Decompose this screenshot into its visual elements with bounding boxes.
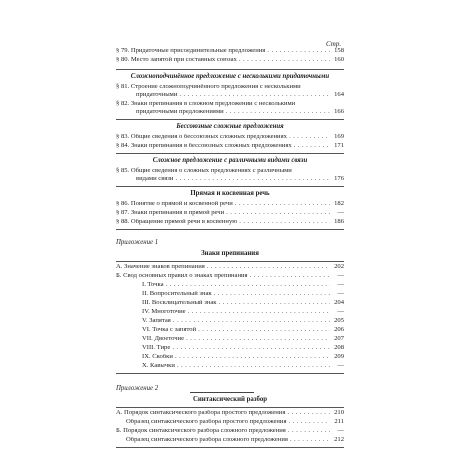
- toc-entry-page: 208: [334, 344, 344, 351]
- toc-entry-text: § 84. Знаки препинания в бессоюзных сложных предложениях . . .: [116, 143, 330, 150]
- toc-entry: [116, 428, 344, 437]
- section-divider: [116, 229, 344, 230]
- toc-entry: [116, 201, 344, 210]
- toc-entry-page: —: [337, 290, 344, 297]
- toc-entry-page: 182: [334, 200, 344, 207]
- section-title: Сложноподчинённое предложение с несколькими придаточными: [130, 73, 330, 80]
- toc-entry: [142, 282, 344, 291]
- section-divider: [116, 373, 344, 374]
- toc-entry-text: VIII. Тире . . .: [142, 345, 330, 352]
- toc-entry: [116, 84, 344, 100]
- toc-entry-page: 204: [334, 299, 344, 306]
- toc-entry-page: 206: [334, 326, 344, 333]
- page-column-header: Стр.: [326, 40, 342, 48]
- toc-entry-page: 212: [334, 436, 344, 443]
- toc-entry: [116, 101, 344, 117]
- toc-entry-text: II. Вопросительный знак . . .: [142, 291, 330, 298]
- toc-entry: [142, 318, 344, 327]
- toc-entry-page: 202: [334, 263, 344, 270]
- toc-entry-page: 186: [334, 218, 344, 225]
- toc-entry-page: —: [337, 281, 344, 288]
- section-divider: [116, 447, 344, 448]
- toc-entry: [142, 327, 344, 336]
- section-title: Прямая и косвенная речь: [190, 190, 270, 197]
- toc-entry-text-line2: видами связи . . .: [136, 176, 330, 183]
- toc-entry-page: 210: [334, 409, 344, 416]
- toc-entry-page: —: [337, 272, 344, 279]
- toc-entry-text-line1: § 82. Знаки препинания в сложном предложении с несколькими: [116, 100, 296, 107]
- toc-entry-page: —: [337, 209, 344, 216]
- toc-entry: [116, 210, 344, 219]
- toc-entry-text: А. Значение знаков препинания . . .: [116, 264, 330, 271]
- toc-entry: [126, 419, 344, 428]
- toc-entry: [142, 291, 344, 300]
- toc-entry-text: § 80. Место запятой при составных союзах . . .: [116, 57, 330, 64]
- section-divider: [116, 119, 344, 120]
- toc-entry: [116, 143, 344, 152]
- toc-entry-text: Б. Свод основных правил о знаках препинания . . .: [116, 273, 330, 280]
- toc-entry: [116, 168, 344, 184]
- toc-entry-page: 160: [334, 56, 344, 63]
- toc-entry-text-line1: § 85. Общие сведения о сложных предложениях с различными: [116, 167, 292, 174]
- toc-entry-text: § 86. Понятие о прямой и косвенной речи . . .: [116, 201, 330, 208]
- toc-entry-text: VI. Точка с запятой . . .: [142, 327, 330, 334]
- toc-entry: [142, 300, 344, 309]
- section-divider: [116, 261, 344, 262]
- toc-entry-text: § 79. Придаточные присоединительные предложения . . .: [116, 48, 330, 55]
- toc-entry: [142, 363, 344, 372]
- toc-entry-text: Б. Порядок синтаксического разбора сложного предложения . . .: [116, 428, 330, 435]
- toc-entry-page: —: [337, 362, 344, 369]
- toc-entry: [116, 410, 344, 419]
- toc-entry-page: —: [337, 427, 344, 434]
- toc-entry: [116, 134, 344, 143]
- toc-entry-page: 211: [334, 418, 344, 425]
- toc-entry-page: —: [337, 308, 344, 315]
- section-divider: [116, 153, 344, 154]
- toc-entry: [142, 354, 344, 363]
- toc-entry: [116, 219, 344, 228]
- toc-entry-text: IV. Многоточие . . .: [142, 309, 330, 316]
- toc-entry: [116, 273, 344, 282]
- section-divider: [116, 407, 344, 408]
- toc-entry-text-line2: придаточными . . .: [136, 92, 330, 99]
- toc-entry: [142, 336, 344, 345]
- toc-entry: [116, 57, 344, 66]
- section-title: Бессоюзные сложные предложения: [176, 123, 284, 130]
- toc-entry: [126, 437, 344, 446]
- appendix-label: Приложение 1: [116, 239, 159, 246]
- toc-entry: [116, 264, 344, 273]
- toc-entry-page: 205: [334, 317, 344, 324]
- toc-entry-page: 207: [334, 335, 344, 342]
- toc-entry-text-line2: придаточными предложениями . . .: [136, 109, 330, 116]
- toc-entry-text: § 83. Общие сведения о бессоюзных сложных предложениях . . .: [116, 134, 330, 141]
- toc-entry-text: § 87. Знаки препинания в прямой речи . . .: [116, 210, 330, 217]
- toc-entry: [116, 48, 344, 57]
- section-title: Синтаксический разбор: [192, 396, 268, 403]
- toc-entry-text: X. Кавычки . . .: [142, 363, 330, 370]
- toc-entry-text: Образец синтаксического разбора сложного предложения . . .: [126, 437, 330, 444]
- toc-entry: [142, 345, 344, 354]
- toc-entry-page: 171: [334, 142, 344, 149]
- toc-entry-text-line1: § 81. Строение сложноподчинённого предложения с несколькими: [116, 83, 301, 90]
- toc-entry-text: III. Восклицательный знак . . .: [142, 300, 330, 307]
- toc-entry-page: 209: [334, 353, 344, 360]
- toc-entry-page: 166: [334, 108, 344, 115]
- toc-entry-text: Образец синтаксического разбора простого предложения . . .: [126, 419, 330, 426]
- footer-rule: [190, 392, 254, 393]
- appendix-label: Приложение 2: [116, 385, 159, 392]
- toc-entry-page: 158: [334, 47, 344, 54]
- section-title: Сложное предложение с различными видами связи: [152, 157, 308, 164]
- toc-entry-text: V. Запятая . . .: [142, 318, 330, 325]
- toc-entry-text: § 88. Обращение прямой речи в косвенную . . .: [116, 219, 330, 226]
- section-title: Знаки препинания: [201, 250, 259, 257]
- toc-entry-text: I. Точка . . .: [142, 282, 330, 289]
- section-divider: [116, 186, 344, 187]
- toc-entry-text: VII. Двоеточие . . .: [142, 336, 330, 343]
- toc-entry-page: 164: [334, 91, 344, 98]
- toc-entry-text: А. Порядок синтаксического разбора простого предложения . . .: [116, 410, 330, 417]
- toc-entry-page: 176: [334, 175, 344, 182]
- toc-entry: [142, 309, 344, 318]
- toc-entry-text: IX. Скобки . . .: [142, 354, 330, 361]
- section-divider: [116, 69, 344, 70]
- toc-entry-page: 169: [334, 133, 344, 140]
